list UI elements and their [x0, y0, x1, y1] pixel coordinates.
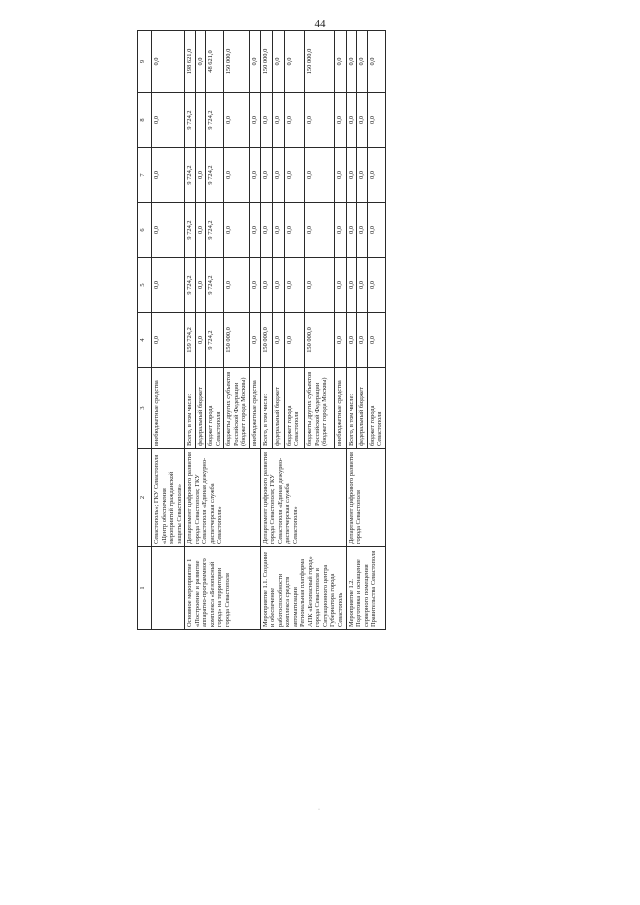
- amount-cell: 0,0: [260, 203, 272, 258]
- amount-cell: 0,0: [284, 313, 305, 368]
- amount-cell: 0,0: [367, 203, 385, 258]
- amount-cell: 0,0: [272, 258, 284, 313]
- amount-cell: 0,0: [224, 148, 250, 203]
- amount-cell: 0,0: [284, 93, 305, 148]
- amount-cell: 0,0: [305, 93, 334, 148]
- funding-source-cell: бюджет города Севастополя: [206, 368, 224, 449]
- funding-source-cell: Всего, в том числе:: [346, 368, 357, 449]
- activity-name-cell: Основное мероприятие 1 «Построение и развитие аппаратно-программного комплекса «Безопасный город» на территории города Севастополя: [185, 547, 260, 630]
- funding-source-cell: бюджет города Севастополя: [284, 368, 305, 449]
- amount-cell: 150 000,0: [260, 31, 272, 93]
- amount-cell: 0,0: [334, 31, 346, 93]
- rotated-table-frame: [137, 48, 577, 630]
- amount-cell: 0,0: [346, 31, 357, 93]
- amount-cell: 0,0: [357, 93, 368, 148]
- amount-cell: 0,0: [250, 203, 261, 258]
- column-number-row: [138, 31, 152, 630]
- amount-cell: 0,0: [357, 313, 368, 368]
- funding-source-cell: Всего, в том числе:: [260, 368, 272, 449]
- amount-cell: 0,0: [250, 148, 261, 203]
- amount-cell: 0,0: [195, 31, 206, 93]
- amount-cell: 0,0: [272, 203, 284, 258]
- budget-table-container: [137, 48, 640, 627]
- funding-source-cell: федеральный бюджет: [195, 368, 206, 449]
- amount-cell: 0,0: [250, 31, 261, 93]
- table-row: [346, 31, 357, 630]
- funding-source-cell: бюджеты других субъектов Российской Федерации (бюджет города Москвы): [305, 368, 334, 449]
- column-header: 1: [138, 547, 152, 630]
- amount-cell: 0,0: [260, 93, 272, 148]
- activity-name-cell: Мероприятие 1.1. Создание и обеспечение работоспособности комплекса средств автоматизации Региональная платформа АПК «Безопасный город» города Севастополя и Ситуационного центра Губернатора города Севастополь: [260, 547, 346, 630]
- amount-cell: 0,0: [284, 203, 305, 258]
- amount-cell: 0,0: [152, 313, 185, 368]
- funding-source-cell: Всего, в том числе:: [185, 368, 196, 449]
- amount-cell: [195, 93, 206, 148]
- activity-name-cell: [152, 547, 185, 630]
- amount-cell: 150 000,0: [305, 313, 334, 368]
- budget-table: [137, 30, 386, 630]
- column-header: 9: [138, 31, 152, 93]
- executor-cell: Севастополь»; ГКУ Севастополя «Центр обеспечения мероприятий гражданской защиты Севастополя»: [152, 449, 185, 547]
- amount-cell: 0,0: [334, 203, 346, 258]
- amount-cell: 159 724,2: [185, 313, 196, 368]
- amount-cell: 0,0: [272, 31, 284, 93]
- amount-cell: 0,0: [195, 148, 206, 203]
- activity-name-cell: Мероприятие 1.2. Подготовка и оснащение серверного помещения Правительства Севастополя: [346, 547, 385, 630]
- amount-cell: 0,0: [272, 148, 284, 203]
- table-row: [260, 31, 272, 630]
- amount-cell: 150 000,0: [224, 31, 250, 93]
- amount-cell: 48 621,0: [206, 31, 224, 93]
- executor-cell: Департамент цифрового развития города Севастополя; ГКУ Севастополя «Единая дежурно-диспетчерская служба Севастополя»: [185, 449, 260, 547]
- amount-cell: 0,0: [250, 258, 261, 313]
- amount-cell: 0,0: [152, 203, 185, 258]
- amount-cell: 9 724,2: [185, 93, 196, 148]
- column-header: 6: [138, 203, 152, 258]
- amount-cell: 0,0: [367, 313, 385, 368]
- column-header: 3: [138, 368, 152, 449]
- amount-cell: 0,0: [367, 93, 385, 148]
- amount-cell: 0,0: [152, 258, 185, 313]
- amount-cell: 150 000,0: [224, 313, 250, 368]
- column-header: 4: [138, 313, 152, 368]
- column-header: 2: [138, 449, 152, 547]
- amount-cell: 0,0: [272, 313, 284, 368]
- amount-cell: 0,0: [334, 93, 346, 148]
- amount-cell: 0,0: [357, 258, 368, 313]
- amount-cell: 0,0: [284, 31, 305, 93]
- amount-cell: 0,0: [224, 93, 250, 148]
- funding-source-cell: бюджеты других субъектов Российской Федерации (бюджет города Москвы): [224, 368, 250, 449]
- amount-cell: 0,0: [195, 313, 206, 368]
- amount-cell: 9 724,2: [206, 313, 224, 368]
- amount-cell: 0,0: [305, 148, 334, 203]
- amount-cell: 0,0: [367, 148, 385, 203]
- amount-cell: 0,0: [195, 258, 206, 313]
- amount-cell: 0,0: [346, 93, 357, 148]
- amount-cell: 0,0: [346, 203, 357, 258]
- amount-cell: 0,0: [367, 258, 385, 313]
- amount-cell: 0,0: [224, 258, 250, 313]
- amount-cell: 150 000,0: [260, 313, 272, 368]
- amount-cell: 9 724,2: [206, 148, 224, 203]
- table-row: [185, 31, 196, 630]
- table-body: [152, 31, 386, 630]
- column-header: 7: [138, 148, 152, 203]
- amount-cell: 0,0: [357, 148, 368, 203]
- amount-cell: 0,0: [334, 148, 346, 203]
- amount-cell: 9 724,2: [206, 93, 224, 148]
- amount-cell: 9 724,2: [185, 258, 196, 313]
- amount-cell: 0,0: [346, 258, 357, 313]
- amount-cell: 198 621,0: [185, 31, 196, 93]
- executor-cell: Департамент цифрового развития города Севастополя: [346, 449, 385, 547]
- executor-cell: Департамент цифрового развития города Севастополя; ГКУ Севастополя «Единая дежурно-диспетчерская служба Севастополя»: [260, 449, 346, 547]
- amount-cell: 0,0: [305, 258, 334, 313]
- amount-cell: 0,0: [284, 148, 305, 203]
- amount-cell: 0,0: [224, 203, 250, 258]
- funding-source-cell: внебюджетные средства: [334, 368, 346, 449]
- table-row: [152, 31, 185, 630]
- amount-cell: 0,0: [357, 31, 368, 93]
- funding-source-cell: бюджет города Севастополя: [367, 368, 385, 449]
- column-header: 8: [138, 93, 152, 148]
- amount-cell: 0,0: [250, 313, 261, 368]
- column-header: 5: [138, 258, 152, 313]
- amount-cell: 0,0: [367, 31, 385, 93]
- amount-cell: 9 724,2: [206, 258, 224, 313]
- amount-cell: 0,0: [357, 203, 368, 258]
- amount-cell: 0,0: [152, 31, 185, 93]
- funding-source-cell: внебюджетные средства: [250, 368, 261, 449]
- amount-cell: 0,0: [250, 93, 261, 148]
- amount-cell: 0,0: [284, 258, 305, 313]
- amount-cell: 0,0: [346, 148, 357, 203]
- amount-cell: 0,0: [260, 148, 272, 203]
- amount-cell: 0,0: [260, 258, 272, 313]
- amount-cell: 150 000,0: [305, 31, 334, 93]
- amount-cell: 9 724,2: [206, 203, 224, 258]
- amount-cell: 9 724,2: [185, 148, 196, 203]
- amount-cell: 0,0: [305, 203, 334, 258]
- amount-cell: 0,0: [152, 148, 185, 203]
- amount-cell: 0,0: [334, 258, 346, 313]
- page-number: 44: [314, 18, 326, 30]
- amount-cell: 0,0: [334, 313, 346, 368]
- amount-cell: 0,0: [346, 313, 357, 368]
- footer-mark: ·: [318, 807, 320, 813]
- funding-source-cell: федеральный бюджет: [357, 368, 368, 449]
- amount-cell: 0,0: [195, 203, 206, 258]
- amount-cell: 0,0: [272, 93, 284, 148]
- amount-cell: 0,0: [152, 93, 185, 148]
- funding-source-cell: внебюджетные средства: [152, 368, 185, 449]
- amount-cell: 9 724,2: [185, 203, 196, 258]
- funding-source-cell: федеральный бюджет: [272, 368, 284, 449]
